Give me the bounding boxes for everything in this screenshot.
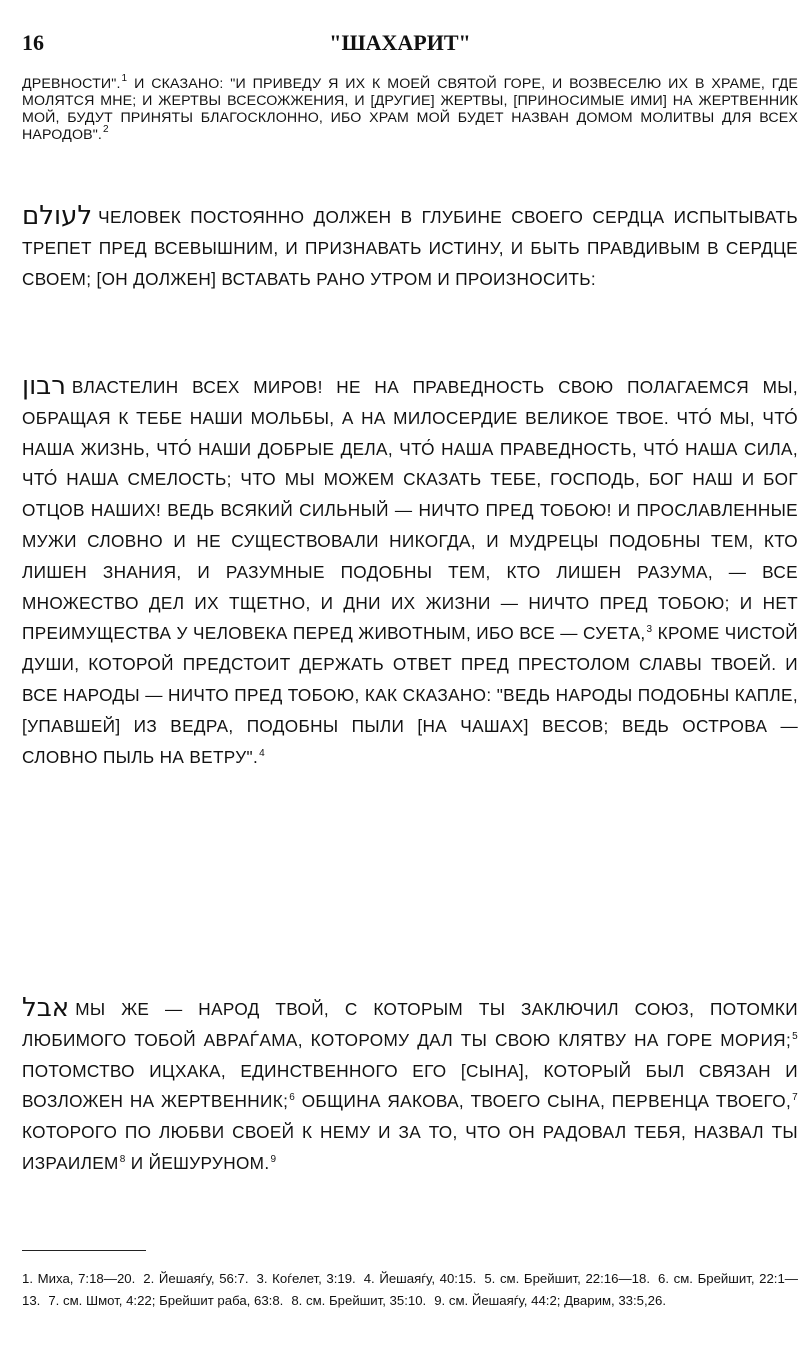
footnote-ref: 3 [646, 624, 653, 636]
footnotes [22, 1268, 798, 1312]
hebrew-incipit: לעולם [22, 201, 93, 231]
paragraph-continuation [22, 73, 798, 144]
paragraph-text: ЧЕЛОВЕК ПОСТОЯННО ДОЛЖЕН В ГЛУБИНЕ СВОЕГО СЕРДЦА ИСПЫТЫВАТЬ ТРЕПЕТ ПРЕД ВСЕВЫШНИМ, И ПРИЗНАВАТЬ ИСТИНУ, И БЫТЬ ПРАВДИВЫМ В СЕРДЦЕ СВОЕМ; [ОН ДОЛЖЕН] ВСТАВАТЬ РАНО УТРОМ И ПРОИЗНОСИТЬ: [22, 207, 798, 289]
page-number: 16 [22, 30, 44, 55]
footnote-item: 4. Йешаяѓу, 40:15. [363, 1271, 477, 1286]
paragraph-text: И ЙЕШУРУНОМ. [125, 1152, 270, 1173]
paragraph-text: ОБЩИНА ЯАКОВА, ТВОЕГО СЫНА, ПЕРВЕНЦА ТВОЕГО, [295, 1091, 792, 1112]
footnote-ref: 8 [119, 1153, 126, 1165]
footnote-item: 9. см. Йешаяѓу, 44:2; Дварим, 33:5,26. [434, 1293, 667, 1308]
footnote-ref: 2 [103, 124, 109, 135]
footnote-ref: 5 [792, 1030, 798, 1042]
footnote-ref: 7 [792, 1092, 798, 1104]
paragraph-text: КОТОРОГО ПО ЛЮБВИ СВОЕЙ К НЕМУ И ЗА ТО, ЧТО ОН РАДОВАЛ ТЕБЯ, НАЗВАЛ ТЫ ИЗРАИЛЕМ [22, 1122, 798, 1173]
footnote-item: 1. Миха, 7:18—20. [22, 1271, 136, 1286]
running-title: "ШАХАРИТ" [329, 30, 471, 55]
paragraph-text: КРОМЕ ЧИСТОЙ ДУШИ, КОТОРОЙ ПРЕДСТОИТ ДЕРЖАТЬ ОТВЕТ ПРЕД ПРЕСТОЛОМ СЛАВЫ ТВОЕЙ. И ВСЕ НАРОДЫ — НИЧТО ПРЕД ТОБОЮ, КАК СКАЗАНО: "ВЕДЬ НАРОДЫ ПОДОБНЫ КАПЛЕ, [УПАВШЕЙ] ИЗ ВЕДРА, ПОДОБНЫ ПЫЛИ [НА ЧАШАХ] ВЕСОВ; ВЕДЬ ОСТРОВА — СЛОВНО ПЫЛЬ НА ВЕТРУ". [22, 623, 798, 767]
paragraph-aval [22, 993, 798, 1179]
footnote-item: 3. Коѓелет, 3:19. [256, 1271, 356, 1286]
footnote-item: 2. Йешаяѓу, 56:7. [143, 1271, 249, 1286]
paragraph-text: ДРЕВНОСТИ". [22, 76, 121, 92]
paragraph-ribon [22, 371, 798, 772]
paragraph-leolam [22, 201, 798, 294]
footnote-item: 6. см. Брейшит, 22:1—13. [22, 1271, 798, 1308]
hebrew-incipit: רבון [22, 371, 66, 401]
paragraph-text: И СКАЗАНО: "И ПРИВЕДУ Я ИХ К МОЕЙ СВЯТОЙ ГОРЕ, И ВОЗВЕСЕЛЮ ИХ В ХРАМЕ, ГДЕ МОЛЯТСЯ МНЕ; И ЖЕРТВЫ ВСЕСОЖЖЕНИЯ, И [ДРУГИЕ] ЖЕРТВЫ, [ПРИНОСИМЫЕ ИМИ] НА ЖЕРТВЕННИК МОЙ, БУДУТ ПРИНЯТЫ БЛАГОСКЛОННО, ИБО ХРАМ МОЙ БУДЕТ НАЗВАН ДОМОМ МОЛИТВЫ ДЛЯ ВСЕХ НАРОДОВ". [22, 76, 798, 143]
paragraph-text: ВЛАСТЕЛИН ВСЕХ МИРОВ! НЕ НА ПРАВЕДНОСТЬ СВОЮ ПОЛАГАЕМСЯ МЫ, ОБРАЩАЯ К ТЕБЕ НАШИ МОЛЬБЫ, А НА МИЛОСЕРДИЕ ВЕЛИКОЕ ТВОЕ. ЧТО́ МЫ, ЧТО́ НАША ЖИЗНЬ, ЧТО́ НАШИ ДОБРЫЕ ДЕЛА, ЧТО́ НАША ПРАВЕДНОСТЬ, ЧТО́ НАША СИЛА, ЧТО́ НАША СМЕЛОСТЬ; ЧТО МЫ МОЖЕМ СКАЗАТЬ ТЕБЕ, ГОСПОДЬ, БОГ НАШ И БОГ ОТЦОВ НАШИХ! ВЕДЬ ВСЯКИЙ СИЛЬНЫЙ — НИЧТО ПРЕД ТОБОЮ! И ПРОСЛАВЛЕННЫЕ МУЖИ СЛОВНО И НЕ СУЩЕСТВОВАЛИ НИКОГДА, И МУДРЕЦЫ ПОДОБНЫ ТЕМ, КТО ЛИШЕН ЗНАНИЯ, И РАЗУМНЫЕ ПОДОБНЫ ТЕМ, КТО ЛИШЕН РАЗУМА, — ВСЕ МНОЖЕСТВО ДЕЛ ИХ ТЩЕТНО, И ДНИ ИХ ЖИЗНИ — НИЧТО ПРЕД ТОБОЮ; И НЕТ ПРЕИМУЩЕСТВА У ЧЕЛОВЕКА ПЕРЕД ЖИВОТНЫМ, ИБО ВСЕ — СУЕТА, [22, 377, 798, 644]
footnote-ref: 9 [270, 1153, 277, 1165]
footnote-divider [22, 1250, 146, 1251]
footnote-item: 7. см. Шмот, 4:22; Брейшит раба, 63:8. [48, 1293, 284, 1308]
footnote-item: 5. см. Брейшит, 22:16—18. [484, 1271, 650, 1286]
paragraph-text: ПОТОМСТВО ИЦХАКА, ЕДИНСТВЕННОГО ЕГО [СЫНА], КОТОРЫЙ БЫЛ СВЯЗАН И ВОЗЛОЖЕН НА ЖЕРТВЕННИК; [22, 1060, 798, 1112]
footnote-ref: 6 [289, 1092, 296, 1104]
footnote-ref: 4 [259, 747, 265, 759]
hebrew-incipit: אבל [22, 993, 70, 1023]
footnote-item: 8. см. Брейшит, 35:10. [291, 1293, 427, 1308]
paragraph-text: МЫ ЖЕ — НАРОД ТВОЙ, С КОТОРЫМ ТЫ ЗАКЛЮЧИЛ СОЮЗ, ПОТОМКИ ЛЮБИМОГО ТОБОЙ АВРАЃАМА, КОТОРОМУ ДАЛ ТЫ СВОЮ КЛЯТВУ НА ГОРЕ МОРИЯ; [22, 999, 798, 1050]
footnote-ref: 1 [121, 73, 128, 84]
